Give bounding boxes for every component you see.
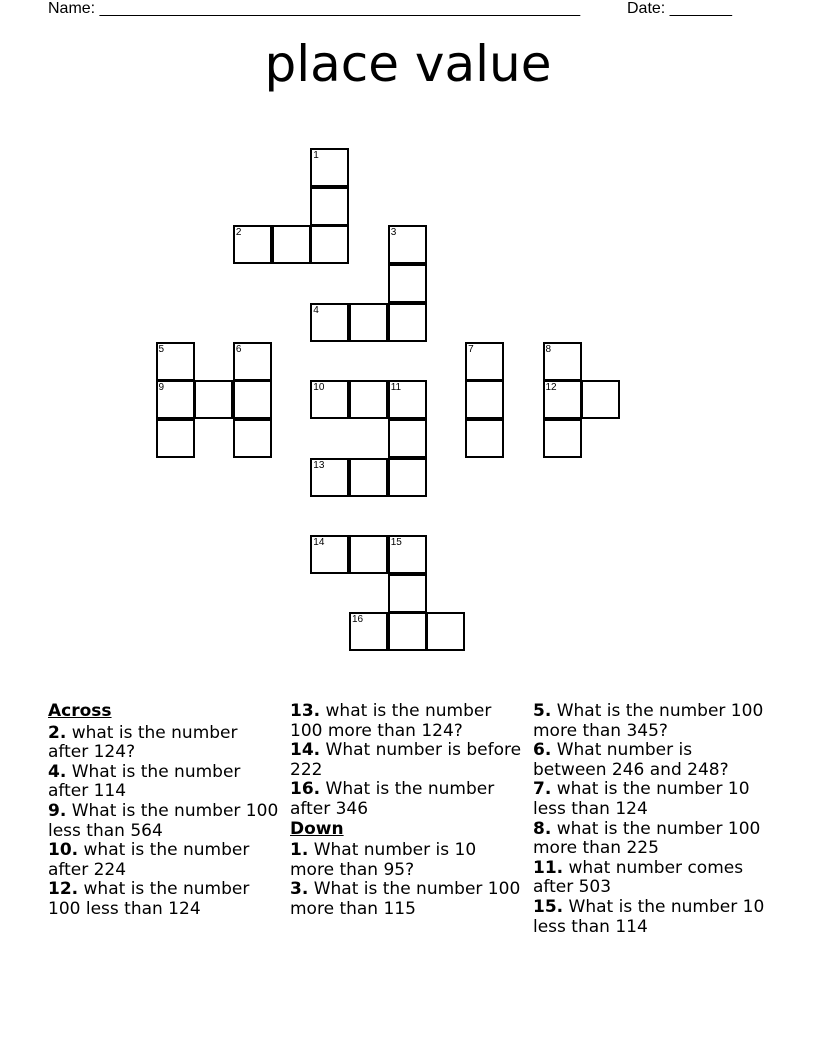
crossword-cell[interactable] xyxy=(233,380,272,419)
crossword-cell[interactable] xyxy=(388,535,427,574)
clue-item xyxy=(533,898,765,937)
clue-item-number: 8. xyxy=(533,818,552,839)
crossword-cell[interactable] xyxy=(349,612,388,651)
down-heading: Down xyxy=(290,818,344,839)
clue-item-number: 7. xyxy=(533,779,552,800)
clue-item-text: What number is before 222 xyxy=(290,740,522,780)
clue-item xyxy=(533,702,765,741)
clue-item-text: what is the number 10 less than 124 xyxy=(533,779,750,819)
clue-number: 8 xyxy=(545,343,552,355)
clue-number: 12 xyxy=(545,382,557,394)
clue-item-number: 1. xyxy=(290,840,309,861)
clue-item xyxy=(48,763,280,802)
clue-item-number: 9. xyxy=(48,800,67,821)
crossword-cell[interactable] xyxy=(543,380,582,419)
clue-item xyxy=(533,820,765,859)
clue-item-number: 16. xyxy=(290,779,321,800)
crossword-cell[interactable] xyxy=(465,419,504,458)
clue-item-number: 15. xyxy=(533,896,564,917)
across-heading: Across xyxy=(48,701,112,721)
crossword-cell[interactable] xyxy=(310,535,349,574)
crossword-cell[interactable] xyxy=(388,419,427,458)
crossword-cell[interactable] xyxy=(194,380,233,419)
crossword-cell[interactable] xyxy=(233,419,272,458)
clue-item xyxy=(48,841,280,880)
date-field[interactable]: Date: _______ xyxy=(627,0,732,17)
crossword-cell[interactable] xyxy=(426,612,465,651)
crossword-cell[interactable] xyxy=(388,612,427,651)
clue-item xyxy=(48,802,280,841)
crossword-cell[interactable] xyxy=(156,342,195,381)
clue-item-text: what is the number 100 less than 124 xyxy=(48,879,250,919)
crossword-cell[interactable] xyxy=(349,380,388,419)
name-field[interactable]: Name: ______________________________________________________ xyxy=(48,0,581,17)
crossword-cell[interactable] xyxy=(233,225,272,264)
crossword-cell[interactable] xyxy=(388,574,427,613)
crossword-cell[interactable] xyxy=(233,342,272,381)
clue-item-number: 5. xyxy=(533,701,552,721)
clue-item-number: 12. xyxy=(48,879,79,900)
crossword-cell[interactable] xyxy=(156,419,195,458)
crossword-cell[interactable] xyxy=(310,380,349,419)
crossword-cell[interactable] xyxy=(388,264,427,303)
clue-item xyxy=(48,724,280,763)
clue-item-number: 13. xyxy=(290,701,321,721)
clue-item-text: What number is 10 more than 95? xyxy=(290,840,477,880)
clue-item xyxy=(290,741,522,780)
clue-item-number: 11. xyxy=(533,857,564,878)
crossword-cell[interactable] xyxy=(310,148,349,187)
crossword-cell[interactable] xyxy=(543,342,582,381)
clue-item-text: What is the number 100 more than 115 xyxy=(290,879,521,919)
clue-number: 7 xyxy=(468,343,474,355)
crossword-cell[interactable] xyxy=(388,225,427,264)
crossword-cell[interactable] xyxy=(465,380,504,419)
clue-number: 5 xyxy=(158,343,165,355)
crossword-cell[interactable] xyxy=(581,380,620,419)
crossword-cell[interactable] xyxy=(310,225,349,264)
clue-item-text: what is the number after 224 xyxy=(48,840,250,880)
clue-item xyxy=(290,841,522,880)
clue-item-text: What is the number after 346 xyxy=(290,779,495,819)
clue-number: 15 xyxy=(390,537,402,548)
clue-item-text: What is the number after 114 xyxy=(48,761,241,802)
crossword-cell[interactable] xyxy=(272,225,311,264)
crossword-cell[interactable] xyxy=(388,303,427,342)
crossword-cell[interactable] xyxy=(465,342,504,381)
clue-item-text: What is the number 10 less than 114 xyxy=(533,896,765,937)
crossword-cell[interactable] xyxy=(388,380,427,419)
clue-number: 6 xyxy=(235,343,242,355)
crossword-cell[interactable] xyxy=(543,419,582,458)
crossword-cell[interactable] xyxy=(310,187,349,226)
crossword-cell[interactable] xyxy=(388,458,427,497)
clue-item xyxy=(533,780,765,819)
clue-item-text: What number is between 246 and 248? xyxy=(533,740,729,780)
clue-item-text: what is the number after 124? xyxy=(48,722,238,763)
clue-item-number: 14. xyxy=(290,740,321,761)
clue-column-1 xyxy=(48,702,280,920)
clue-number: 11 xyxy=(390,382,402,394)
clue-number: 10 xyxy=(313,382,325,394)
clue-item xyxy=(533,741,765,780)
clue-number: 2 xyxy=(235,227,242,239)
clue-item xyxy=(48,880,280,919)
clue-number: 3 xyxy=(390,227,397,239)
clue-item-number: 2. xyxy=(48,722,67,743)
page-title: place value xyxy=(264,35,552,93)
clue-number: 16 xyxy=(352,614,364,626)
clue-item-number: 10. xyxy=(48,840,79,861)
crossword-cell[interactable] xyxy=(156,380,195,419)
clue-item-text: what is the number 100 more than 225 xyxy=(533,818,761,859)
clue-item-number: 6. xyxy=(533,740,552,761)
clue-item xyxy=(290,780,522,819)
clue-number: 9 xyxy=(158,382,165,394)
crossword-cell[interactable] xyxy=(349,303,388,342)
clue-number: 1 xyxy=(313,150,319,161)
crossword-cell[interactable] xyxy=(310,303,349,342)
clue-column-3 xyxy=(533,702,765,937)
clue-item-number: 4. xyxy=(48,761,67,782)
crossword-cell[interactable] xyxy=(310,458,349,497)
clue-column-2 xyxy=(290,702,522,920)
clue-item xyxy=(290,702,522,741)
clue-item-text: What is the number 100 more than 345? xyxy=(533,701,764,741)
clue-item xyxy=(290,880,522,919)
clue-item xyxy=(533,859,765,898)
clue-item-text: what number comes after 503 xyxy=(533,857,744,898)
clue-item-text: what is the number 100 more than 124? xyxy=(290,701,492,741)
clue-number: 4 xyxy=(313,304,319,316)
clue-item-number: 3. xyxy=(290,879,309,900)
crossword-cell[interactable] xyxy=(349,535,388,574)
clue-item-text: What is the number 100 less than 564 xyxy=(48,800,279,841)
clue-number: 14 xyxy=(313,537,325,548)
clue-number: 13 xyxy=(313,459,325,471)
crossword-cell[interactable] xyxy=(349,458,388,497)
